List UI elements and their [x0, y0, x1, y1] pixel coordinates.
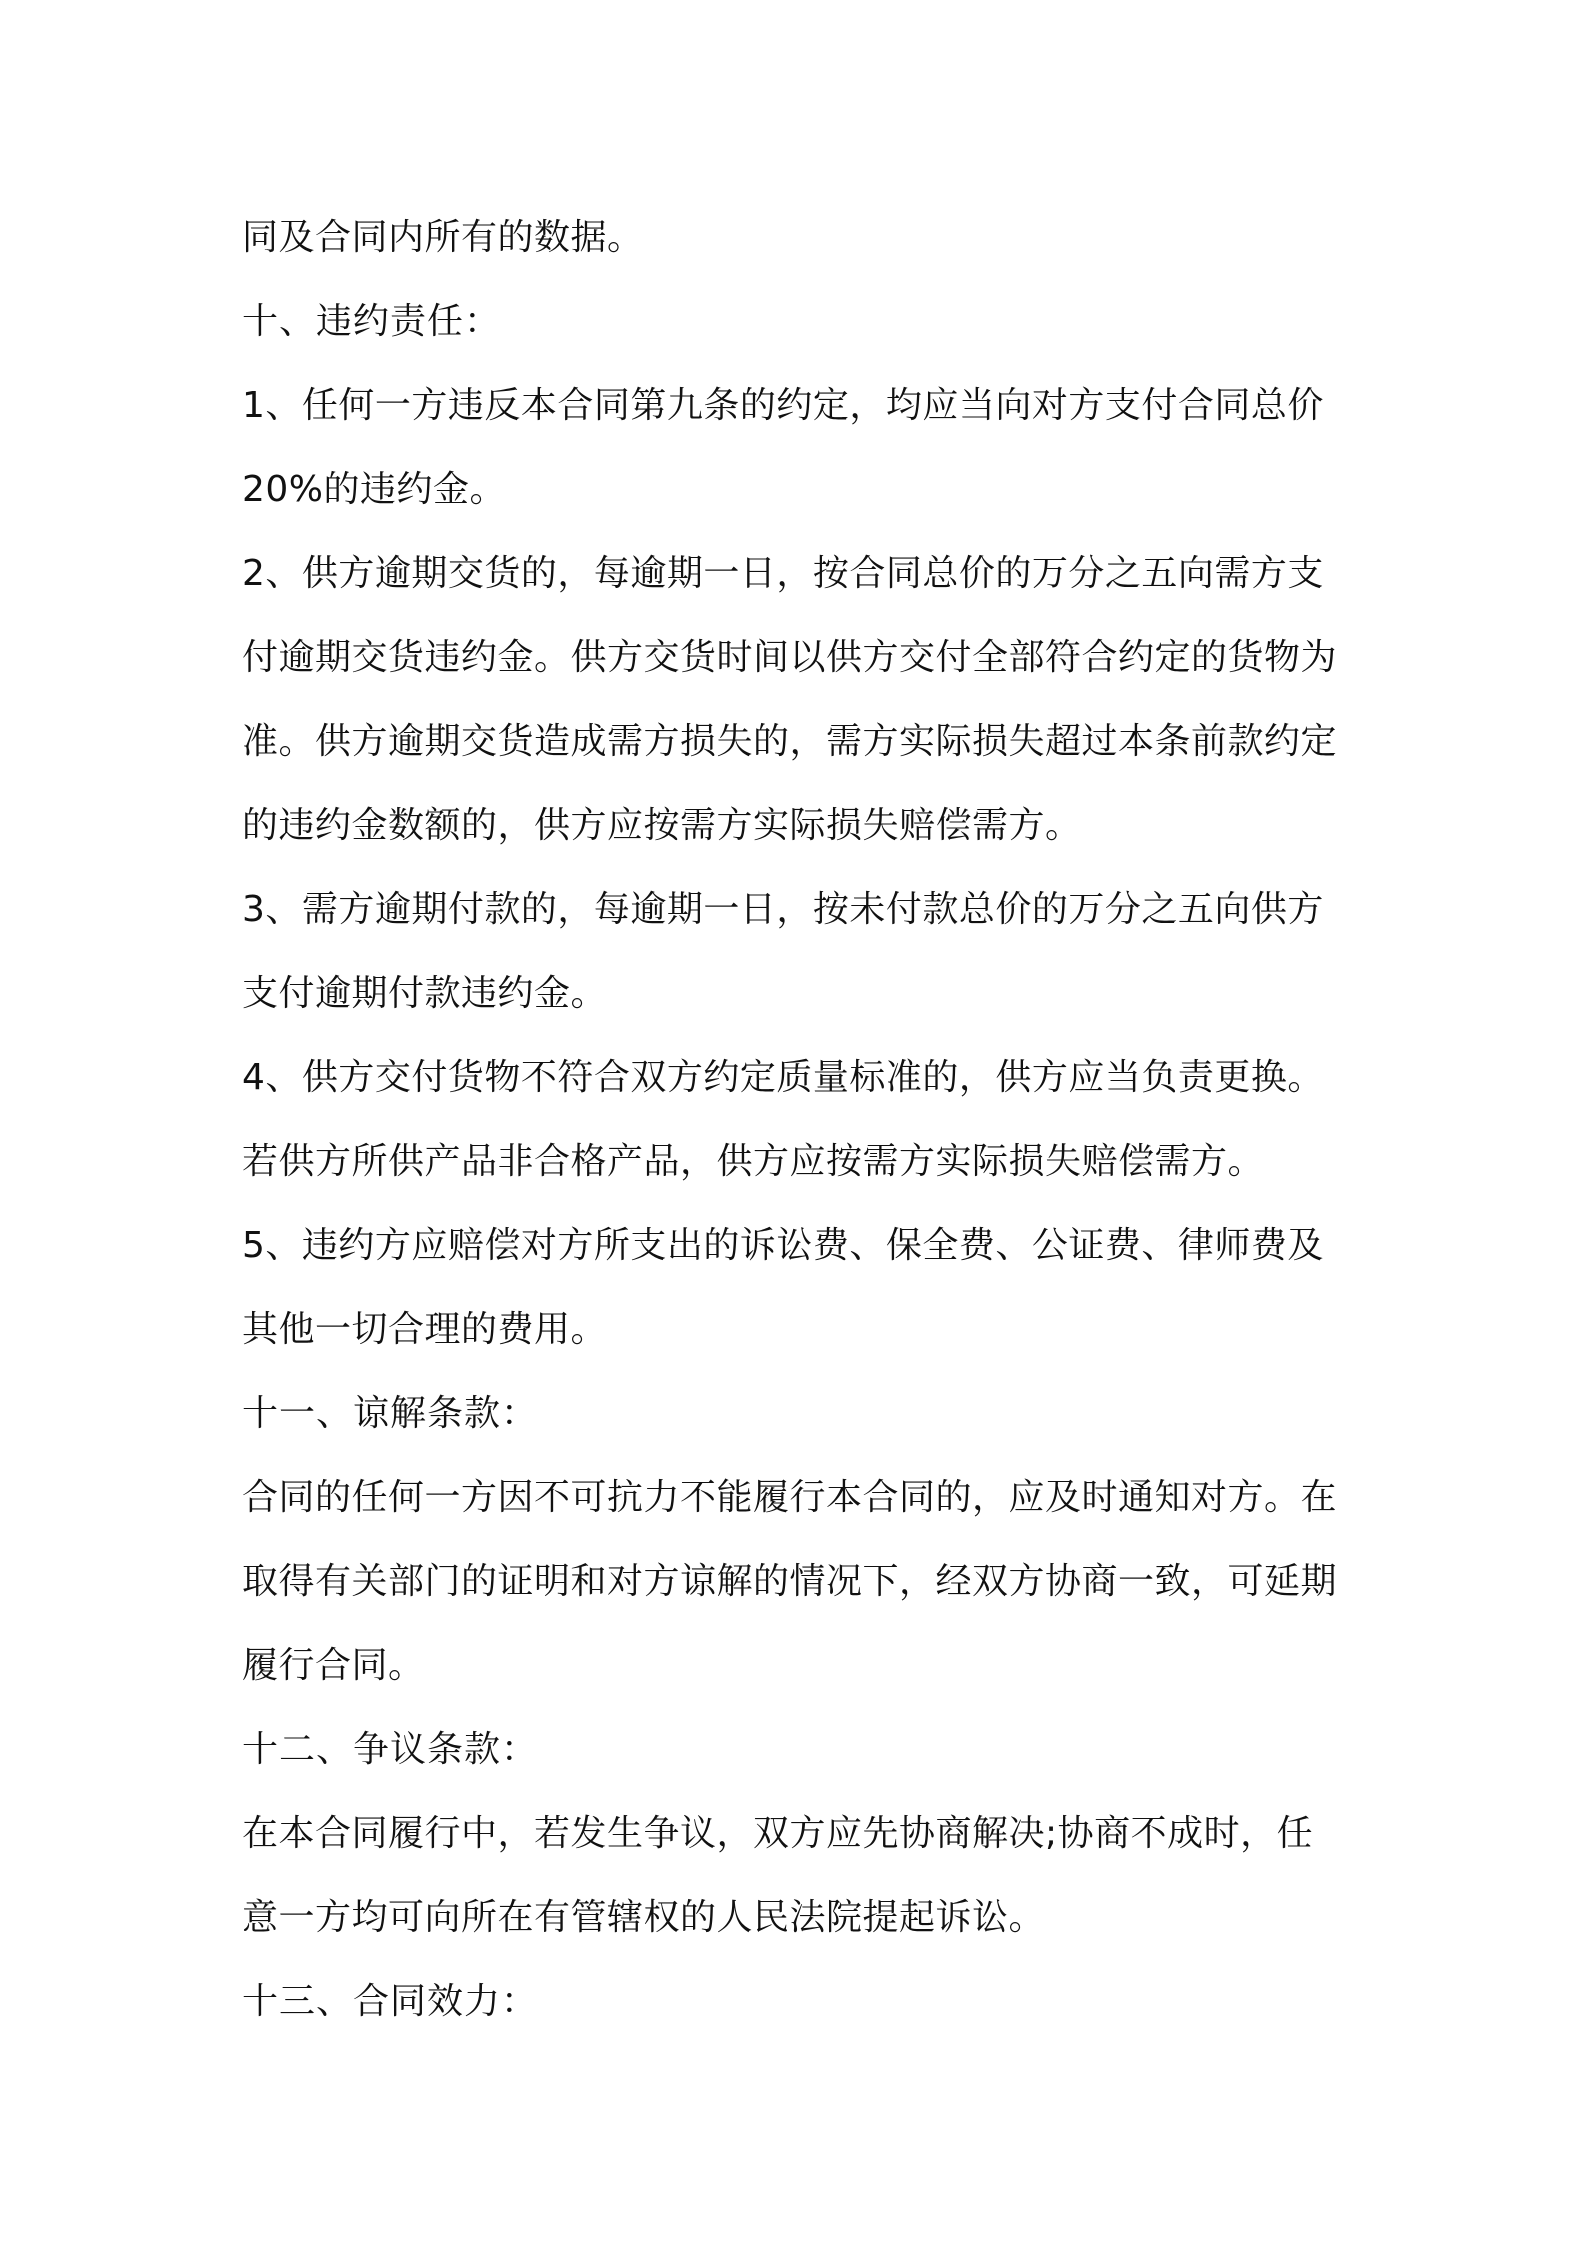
text-line: 1、任何一方违反本合同第九条的约定，均应当向对方支付合同总价	[242, 385, 1324, 426]
text-line: 的违约金数额的，供方应按需方实际损失赔偿需方。	[242, 805, 1082, 846]
text-line: 其他一切合理的费用。	[242, 1309, 608, 1350]
text-line: 履行合同。	[242, 1645, 425, 1686]
text-line: 取得有关部门的证明和对方谅解的情况下，经双方协商一致，可延期	[242, 1561, 1338, 1602]
document-body	[242, 196, 1362, 2044]
text-line: 在本合同履行中，若发生争议，双方应先协商解决;协商不成时，任	[242, 1813, 1314, 1854]
text-line: 合同的任何一方因不可抗力不能履行本合同的，应及时通知对方。在	[242, 1477, 1338, 1518]
text-line: 支付逾期付款违约金。	[242, 973, 608, 1014]
text-line: 2、供方逾期交货的，每逾期一日，按合同总价的万分之五向需方支	[242, 553, 1324, 594]
text-line: 20%的违约金。	[242, 469, 507, 510]
text-line: 同及合同内所有的数据。	[242, 217, 644, 258]
text-line: 4、供方交付货物不符合双方约定质量标准的，供方应当负责更换。	[242, 1057, 1324, 1098]
section-heading-breach: 十、违约责任：	[242, 301, 502, 342]
section-heading-validity: 十三、合同效力：	[242, 1981, 539, 2022]
text-line: 意一方均可向所在有管辖权的人民法院提起诉讼。	[242, 1897, 1046, 1938]
text-line: 3、需方逾期付款的，每逾期一日，按未付款总价的万分之五向供方	[242, 889, 1324, 930]
text-line: 准。供方逾期交货造成需方损失的，需方实际损失超过本条前款约定	[242, 721, 1338, 762]
section-heading-force-majeure: 十一、谅解条款：	[242, 1393, 539, 1434]
section-heading-dispute: 十二、争议条款：	[242, 1729, 539, 1770]
text-line: 付逾期交货违约金。供方交货时间以供方交付全部符合约定的货物为	[242, 637, 1338, 678]
text-line: 5、违约方应赔偿对方所支出的诉讼费、保全费、公证费、律师费及	[242, 1225, 1324, 1266]
text-line: 若供方所供产品非合格产品，供方应按需方实际损失赔偿需方。	[242, 1141, 1265, 1182]
